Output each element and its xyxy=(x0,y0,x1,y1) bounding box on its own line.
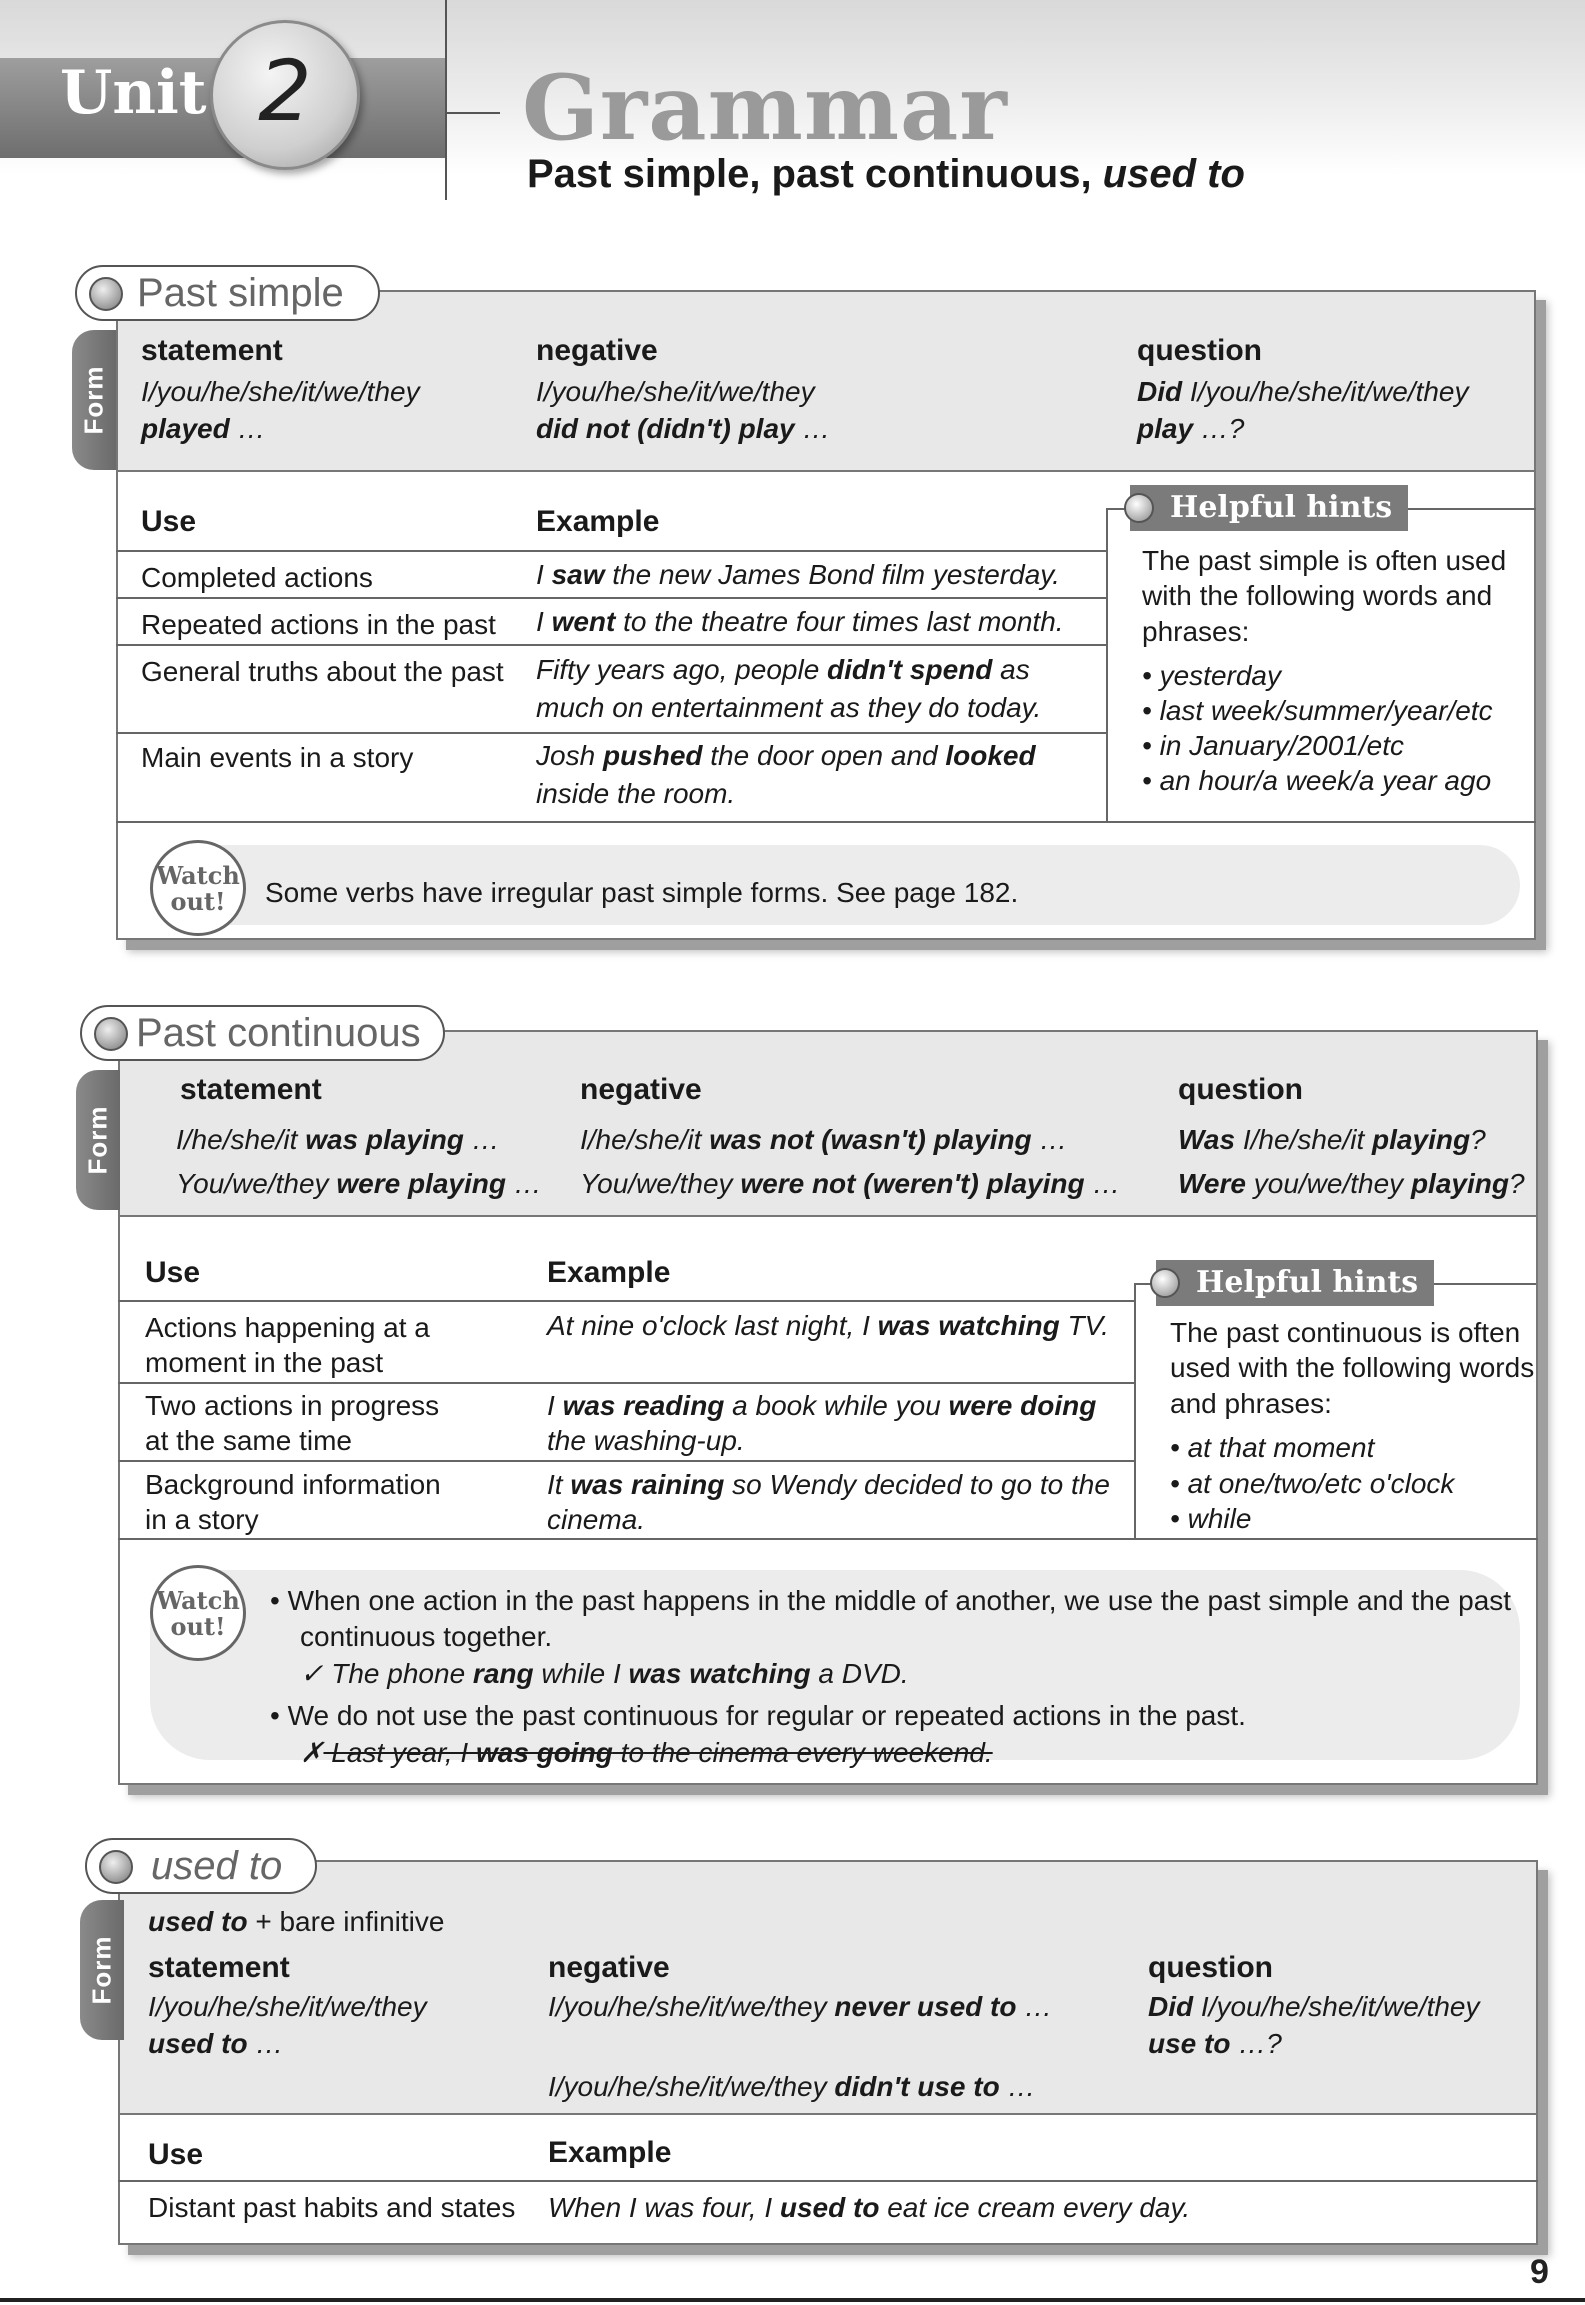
section-bullet-icon xyxy=(94,1017,128,1051)
ut-question-header: question xyxy=(1148,1951,1273,1984)
pc-use-3b: in a story xyxy=(145,1504,259,1535)
ps-example-1: I saw the new James Bond film yesterday. xyxy=(536,559,1060,590)
divider xyxy=(116,597,1106,599)
pc-question-line2: Were you/we/they playing? xyxy=(1178,1168,1525,1199)
hint-bullet-icon xyxy=(1150,1268,1180,1298)
hints-divider xyxy=(1134,1283,1136,1538)
pc-hints-intro-2: used with the following words xyxy=(1170,1352,1535,1383)
ps-helpful-hints-badge: Helpful hints xyxy=(1130,485,1408,531)
cross-icon: ✗ xyxy=(300,1737,324,1768)
divider xyxy=(118,1300,1134,1302)
pc-helpful-hints-badge: Helpful hints xyxy=(1156,1260,1434,1306)
pc-use-header: Use xyxy=(145,1256,201,1289)
page-title: Grammar xyxy=(522,55,1008,161)
ps-example-header: Example xyxy=(536,505,660,538)
page-number: 9 xyxy=(1530,2253,1549,2291)
pc-question-line1: Was I/he/she/it playing? xyxy=(1178,1124,1486,1155)
ps-hint-item: • an hour/a week/a year ago xyxy=(1142,763,1491,799)
pc-use-1a: Actions happening at a xyxy=(145,1312,430,1343)
ps-example-3-line2: much on entertainment as they do today. xyxy=(536,692,1042,723)
section-bullet-icon xyxy=(89,277,123,311)
unit-number: 2 xyxy=(258,42,312,140)
ps-use-4: Main events in a story xyxy=(141,742,414,773)
used-to-label: used to xyxy=(85,1838,317,1894)
ps-statement-line2: played … xyxy=(141,413,266,444)
pc-example-2: I was reading a book while you were doing xyxy=(547,1390,1097,1421)
past-simple-form-tab: Form xyxy=(72,330,116,470)
pc-watch-example-1: ✓ The phone rang while I was watching a DVD. xyxy=(300,1658,909,1689)
pc-example-3: It was raining so Wendy decided to go to the xyxy=(547,1469,1110,1500)
ps-use-header: Use xyxy=(141,505,197,538)
ps-statement-header: statement xyxy=(141,334,283,367)
pc-example-2-line2: the washing-up. xyxy=(547,1425,745,1456)
ut-statement-line1: I/you/he/she/it/we/they xyxy=(148,1991,427,2022)
used-to-form-tab: Form xyxy=(80,1900,124,2040)
pc-negative-header: negative xyxy=(580,1073,702,1106)
ps-hint-item: • last week/summer/year/etc xyxy=(1142,693,1493,729)
tick-icon: ✓ xyxy=(300,1658,324,1689)
ps-hints-intro-1: The past simple is often used xyxy=(1142,545,1507,576)
header-divider xyxy=(445,0,447,200)
pc-hints-intro-1: The past continuous is often xyxy=(1170,1317,1521,1348)
divider xyxy=(118,2180,1538,2182)
pc-hints-intro-3: and phrases: xyxy=(1170,1388,1332,1419)
ps-hints-intro-2: with the following words and xyxy=(1142,580,1493,611)
ut-question-line2: use to …? xyxy=(1148,2028,1282,2059)
divider xyxy=(116,732,1106,734)
ut-question-line1: Did I/you/he/she/it/we/they xyxy=(1148,1991,1480,2022)
pc-statement-header: statement xyxy=(180,1073,322,1106)
ut-rule: used to + bare infinitive xyxy=(148,1906,445,1937)
divider xyxy=(118,1538,1538,1540)
divider xyxy=(118,1382,1134,1384)
ut-negative-line1: I/you/he/she/it/we/they never used to … xyxy=(548,1991,1053,2022)
pc-use-3a: Background information xyxy=(145,1469,441,1500)
pc-watch-example-2: ✗ Last year, I was going to the cinema every weekend. xyxy=(300,1737,993,1768)
ps-example-3: Fifty years ago, people didn't spend as xyxy=(536,654,1030,685)
pc-hint-item: • at one/two/etc o'clock xyxy=(1170,1466,1454,1502)
ps-example-4: Josh pushed the door open and looked xyxy=(536,740,1036,771)
pc-watch-point-1-line2: continuous together. xyxy=(300,1621,553,1652)
pc-statement-line2: You/we/they were playing … xyxy=(176,1168,542,1199)
pc-negative-line2: You/we/they were not (weren't) playing … xyxy=(580,1168,1121,1199)
ps-hint-item: • in January/2001/etc xyxy=(1142,728,1404,764)
ut-negative-header: negative xyxy=(548,1951,670,1984)
ut-statement-header: statement xyxy=(148,1951,290,1984)
ps-negative-line1: I/you/he/she/it/we/they xyxy=(536,376,815,407)
past-simple-label: Past simple xyxy=(75,265,380,321)
pc-watch-point-1: • When one action in the past happens in the middle of another, we use the past simple and the past xyxy=(270,1583,1511,1619)
ps-use-2: Repeated actions in the past xyxy=(141,609,496,640)
ps-statement-line1: I/you/he/she/it/we/they xyxy=(141,376,420,407)
divider xyxy=(116,821,1536,823)
ps-hint-item: • yesterday xyxy=(1142,658,1281,694)
ps-example-2: I went to the theatre four times last month. xyxy=(536,606,1064,637)
page-subtitle: Past simple, past continuous, used to xyxy=(527,152,1245,196)
unit-word: Unit xyxy=(60,58,207,128)
hint-bullet-icon xyxy=(1124,493,1154,523)
pc-statement-line1: I/he/she/it was playing … xyxy=(176,1124,500,1155)
pc-negative-line1: I/he/she/it was not (wasn't) playing … xyxy=(580,1124,1068,1155)
divider xyxy=(116,644,1106,646)
past-continuous-form-tab: Form xyxy=(76,1070,120,1210)
pc-example-3-line2: cinema. xyxy=(547,1504,646,1535)
pc-example-1: At nine o'clock last night, I was watching TV. xyxy=(547,1310,1109,1341)
ut-use-1: Distant past habits and states xyxy=(148,2192,516,2223)
ps-hints-intro-3: phrases: xyxy=(1142,616,1250,647)
ut-example-header: Example xyxy=(548,2136,672,2169)
ps-question-header: question xyxy=(1137,334,1262,367)
pc-use-2a: Two actions in progress xyxy=(145,1390,440,1421)
ut-negative-line2: I/you/he/she/it/we/they didn't use to … xyxy=(548,2071,1036,2102)
pc-question-header: question xyxy=(1178,1073,1303,1106)
pc-watch-out-badge: Watch out! xyxy=(150,1565,246,1661)
ps-watch-out-text: Some verbs have irregular past simple forms. See page 182. xyxy=(265,877,1019,908)
header-connector xyxy=(445,112,500,114)
ps-question-line1: Did I/you/he/she/it/we/they xyxy=(1137,376,1469,407)
ps-use-3: General truths about the past xyxy=(141,656,504,687)
ps-negative-line2: did not (didn't) play … xyxy=(536,413,831,444)
divider xyxy=(118,1460,1134,1462)
pc-use-2b: at the same time xyxy=(145,1425,352,1456)
ps-question-line2: play …? xyxy=(1137,413,1245,444)
section-bullet-icon xyxy=(99,1850,133,1884)
ps-use-1: Completed actions xyxy=(141,562,373,593)
ps-example-4-line2: inside the room. xyxy=(536,778,736,809)
pc-example-header: Example xyxy=(547,1256,671,1289)
hints-divider xyxy=(1106,508,1108,821)
ps-negative-header: negative xyxy=(536,334,658,367)
ut-statement-line2: used to … xyxy=(148,2028,284,2059)
pc-use-1b: moment in the past xyxy=(145,1347,384,1378)
pc-watch-point-2: • We do not use the past continuous for regular or repeated actions in the past. xyxy=(270,1698,1246,1734)
pc-hint-item: • at that moment xyxy=(1170,1430,1374,1466)
page-bottom-rule xyxy=(0,2298,1585,2302)
past-continuous-label: Past continuous xyxy=(80,1005,445,1061)
pc-hint-item: • while xyxy=(1170,1501,1251,1537)
divider xyxy=(116,550,1106,552)
ps-watch-out-badge: Watch out! xyxy=(150,840,246,936)
ut-example-1: When I was four, I used to eat ice cream every day. xyxy=(548,2192,1191,2223)
ut-use-header: Use xyxy=(148,2138,204,2171)
